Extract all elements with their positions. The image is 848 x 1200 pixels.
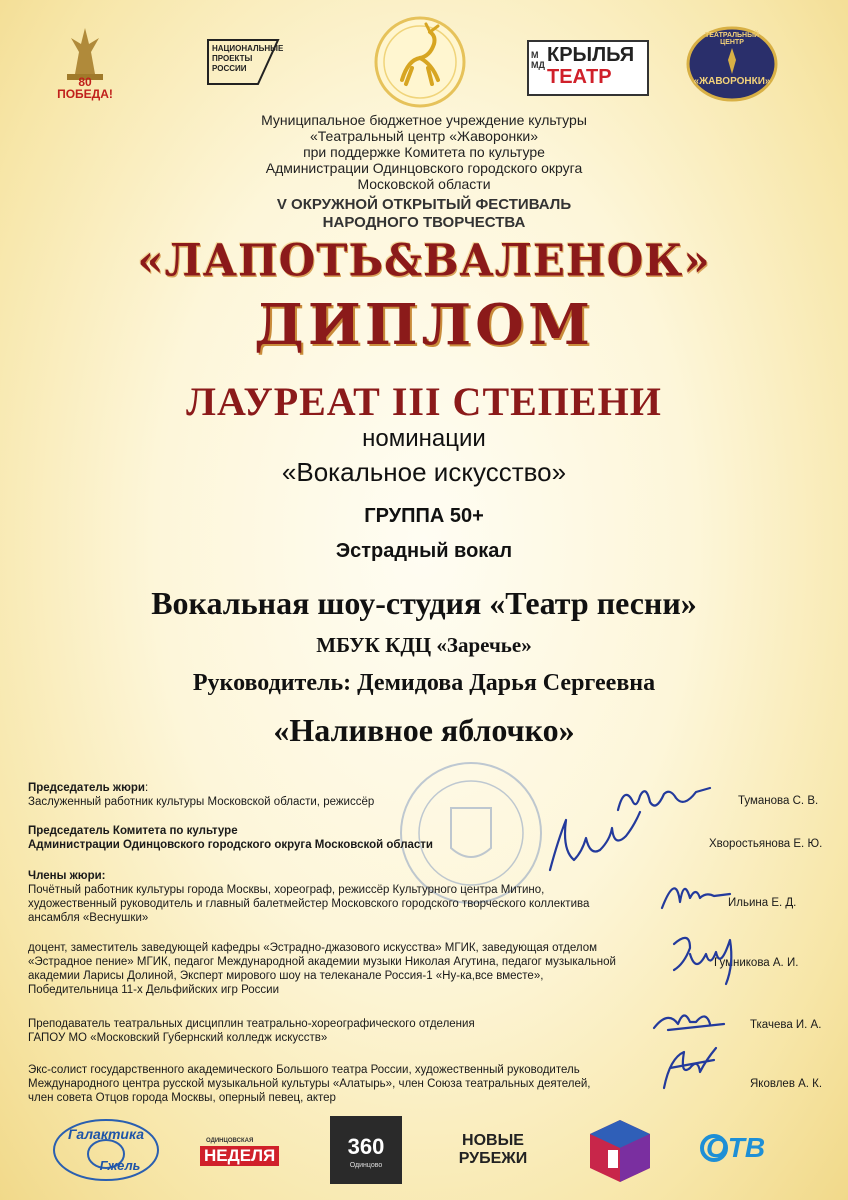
signature-committee (540, 800, 650, 880)
member-2-line-2: «Эстрадное пение» МГИК, педагог Международной академии музыки Николая Агутина, педагог музыкальной (28, 956, 616, 968)
jury-member-3 (28, 1017, 588, 1045)
member-3-name: Ткачева И. А. (750, 1019, 822, 1031)
organizer-line-2: «Театральный центр «Жаворонки» (310, 128, 538, 144)
signature-member-4 (650, 1038, 730, 1098)
committee-chair-label: Председатель Комитета по культуре (28, 825, 238, 837)
signature-member-3 (644, 1000, 744, 1036)
jury-member-2 (28, 941, 668, 997)
member-4-line-2: Международного центра русской музыкальной культуры «Алатырь», член Союза театральных деятелей, (28, 1078, 591, 1090)
nomination-label: номинации (362, 425, 486, 452)
age-group: ГРУППА 50+ (364, 505, 484, 527)
festival-emblem (372, 14, 468, 110)
zhavoronki-name-text: «ЖАВОРОНКИ» (693, 76, 771, 87)
jury-chair-block: Председатель жюри: Заслуженный работник культуры Московской области, режиссёр (28, 781, 588, 809)
krylya-top-text: КРЫЛЬЯ (547, 44, 635, 66)
member-2-line-1: доцент, заместитель заведующей кафедры «Эстрадно-джазового искусства» МГИК, заведующая отделом (28, 942, 598, 954)
jury-chair-label: Председатель жюри (28, 782, 145, 794)
signature-member-2 (660, 924, 750, 994)
nedelya-top-text: ОДИНЦОВСКАЯ (206, 1138, 254, 1144)
committee-chair-name: Хворостьянова Е. Ю. (709, 838, 823, 850)
member-2-line-4: Победительница 11-х Дельфийских игр России (28, 984, 279, 996)
jury-chair-name: Туманова С. В. (738, 795, 819, 807)
victory-80-text: 80 ПОБЕДА! (57, 75, 113, 101)
festival-line-1: V ОКРУЖНОЙ ОТКРЫТЫЙ ФЕСТИВАЛЬ (276, 196, 572, 213)
member-1-name: Ильина Е. Д. (728, 897, 797, 909)
krylya-side-text: ММД (531, 50, 545, 70)
festival-heading (0, 196, 848, 232)
member-4-name: Яковлев А. К. (750, 1078, 823, 1090)
360-logo (330, 1116, 402, 1184)
odintsovo-nedelya-logo (198, 1116, 280, 1184)
jury-member-4 (28, 1063, 648, 1105)
rubezhi-text-1: НОВЫЕ (462, 1132, 524, 1149)
award-title: ЛАУРЕАТ III СТЕПЕНИ (186, 379, 662, 424)
member-1-line-1: Почётный работник культуры города Москвы, хореограф, режиссёр Культурного центра Митино, (28, 884, 545, 896)
krylya-bottom-text: ТЕАТР (547, 66, 612, 88)
rubezhi-text-2: РУБЕЖИ (458, 1150, 528, 1167)
member-3-line-2: ГАПОУ МО «Московский Губернский колледж искусств» (28, 1032, 328, 1044)
cube-logo (584, 1116, 656, 1184)
festival-line-2: НАРОДНОГО ТВОРЧЕСТВА (322, 214, 526, 231)
diploma-title: ДИПЛОМ (254, 292, 594, 358)
members-label: Члены жюри: (28, 870, 106, 882)
member-2-line-3: академии Ларисы Долиной, Эксперт мирового шоу на телеканале Россия-1 «Ну-ка,все вместе», (28, 970, 544, 982)
jury-member-1 (28, 883, 648, 925)
institution-name: МБУК КДЦ «Заречье» (316, 633, 532, 657)
jury-members-label (28, 869, 106, 883)
jury-chair-desc: Заслуженный работник культуры Московской области, режиссёр (28, 796, 375, 808)
organizer-line-1: Муниципальное бюджетное учреждение культуры (261, 112, 587, 128)
krylya-theatre-logo (527, 40, 649, 96)
festival-name: «ЛАПОТЬ&ВАЛЕНОК» (137, 234, 711, 287)
member-4-line-3: член совета Отцов города Москвы, оперный певец, актер (28, 1092, 336, 1104)
s360-text: 360 (347, 1134, 385, 1159)
committee-chair-block (28, 824, 588, 852)
gzhel-text: Гжель (99, 1158, 141, 1173)
organizer-line-3: при поддержке Комитета по культуре (303, 144, 545, 160)
s360-sub-text: Одинцово (349, 1162, 383, 1169)
victory-80-logo (55, 24, 115, 102)
participant-name: Вокальная шоу-студия «Театр песни» (151, 585, 697, 621)
nomination-name: «Вокальное искусство» (281, 457, 567, 487)
national-projects-logo (202, 34, 284, 90)
organizer-line-4: Администрации Одинцовского городского округа (265, 160, 583, 176)
category: Эстрадный вокал (335, 540, 513, 562)
song-title: «Наливное яблочко» (273, 712, 575, 748)
zhavoronki-top-text: ТЕАТРАЛЬНЫЙ ЦЕНТР (704, 32, 759, 46)
organizer-block (0, 112, 848, 192)
signature-member-1 (650, 868, 740, 918)
otv-text: ОТВ (706, 1132, 766, 1163)
otv-logo (700, 1116, 788, 1184)
member-3-line-1: Преподаватель театральных дисциплин театрально-хореографического отделения (28, 1018, 475, 1030)
organizer-line-5: Московской области (357, 176, 491, 192)
committee-chair-desc: Администрации Одинцовского городского округа Московской области (28, 839, 433, 851)
galaktika-text: Галактика (67, 1126, 144, 1142)
member-1-line-3: ансамбля «Веснушки» (28, 912, 149, 924)
national-projects-text: НАЦИОНАЛЬНЫЕ ПРОЕКТЫ РОССИИ (212, 44, 284, 73)
member-1-line-2: художественный руководитель и главный балетмейстер Московского городского творческого коллектива (28, 898, 590, 910)
galaktika-gzhel-logo (50, 1116, 162, 1184)
member-2-name: Гумникова А. И. (714, 957, 799, 969)
nedelya-text: НЕДЕЛЯ (200, 1146, 279, 1166)
zhavoronki-logo (686, 26, 778, 102)
member-4-line-1: Экс-солист государственного академического Большого театра России, художественный руководитель (28, 1064, 580, 1076)
leader-name: Руководитель: Демидова Дарья Сергеевна (192, 670, 656, 696)
novye-rubezhi-logo (456, 1116, 530, 1184)
